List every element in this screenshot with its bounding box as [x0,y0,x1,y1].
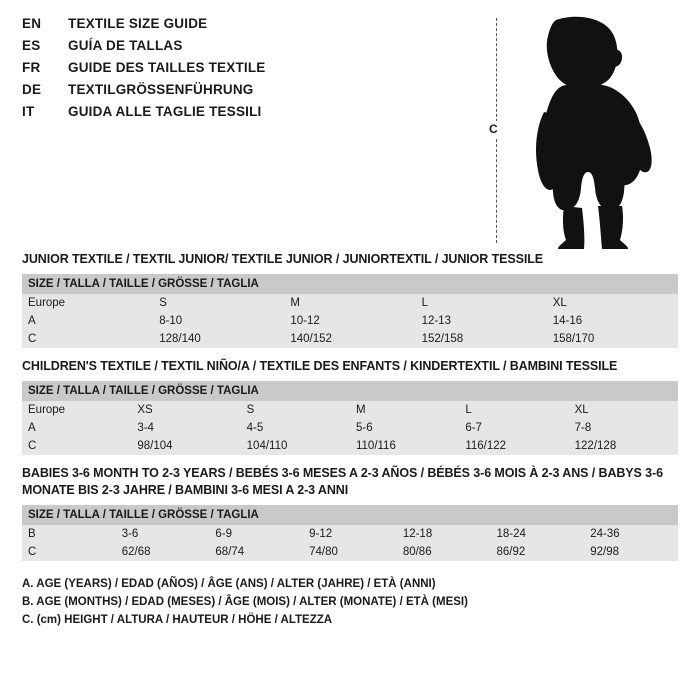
language-title: TEXTILE SIZE GUIDE [68,16,208,31]
language-row [22,104,266,126]
row-label: A [22,312,153,330]
section-title-junior: JUNIOR TEXTILE / TEXTIL JUNIOR/ TEXTILE JUNIOR / JUNIORTEXTIL / JUNIOR TESSILE [22,252,543,266]
language-row [22,60,266,82]
legend-line-b: B. AGE (MONTHS) / EDAD (MESES) / ÂGE (MOIS) / ALTER (MONATE) / ETÀ (MESI) [22,595,468,608]
language-title: TEXTILGRÖSSENFÜHRUNG [68,82,254,97]
language-title: GUIDA ALLE TAGLIE TESSILI [68,104,262,119]
column-header: Europe [22,401,131,419]
legend-line-a: A. AGE (YEARS) / EDAD (AÑOS) / ÂGE (ANS) / ALTER (JAHRE) / ETÀ (ANNI) [22,577,436,590]
language-row [22,16,266,38]
column-header: XL [569,401,678,419]
column-header: L [459,401,568,419]
cell: 18-24 [491,525,585,543]
table-header-label: SIZE / TALLA / TAILLE / GRÖSSE / TAGLIA [22,274,678,294]
cell: 3-4 [131,419,240,437]
column-header: S [241,401,350,419]
cell: 122/128 [569,437,678,455]
cell: 116/122 [459,437,568,455]
child-silhouette-icon [514,16,654,251]
height-measure-label: C [489,122,498,136]
language-code: IT [22,104,35,119]
table-header-row [22,381,678,401]
table-header-row [22,274,678,294]
table-row [22,543,678,561]
cell: 6-9 [209,525,303,543]
cell: 140/152 [284,330,415,348]
table-row [22,330,678,348]
table-header-label: SIZE / TALLA / TAILLE / GRÖSSE / TAGLIA [22,381,678,401]
cell: 24-36 [584,525,678,543]
cell: 128/140 [153,330,284,348]
language-code: FR [22,60,41,75]
cell: 110/116 [350,437,459,455]
cell: 7-8 [569,419,678,437]
table-row [22,525,678,543]
legend-line-c: C. (cm) HEIGHT / ALTURA / HAUTEUR / HÖHE / ALTEZZA [22,614,333,627]
cell: 98/104 [131,437,240,455]
table-header-label: SIZE / TALLA / TAILLE / GRÖSSE / TAGLIA [22,505,678,525]
cell: 104/110 [241,437,350,455]
language-row [22,38,266,60]
row-label: B [22,525,116,543]
cell: 3-6 [116,525,210,543]
row-label: C [22,543,116,561]
measurement-figure [488,16,668,251]
cell: 80/86 [397,543,491,561]
language-code: ES [22,38,41,53]
table-header-row [22,505,678,525]
column-header: M [350,401,459,419]
cell: 10-12 [284,312,415,330]
table-row [22,419,678,437]
size-table-junior [22,274,678,348]
cell: 6-7 [459,419,568,437]
section-title-babies: BABIES 3-6 MONTH TO 2-3 YEARS / BEBÉS 3-6 MESES A 2-3 AÑOS / BÉBÉS 3-6 MOIS À 2-3 ANS / BABYS 3-6 MONATE BIS 2-3 JAHRE / BAMBINI 3-6 MESI A 2-3 ANNI [22,465,663,497]
column-header: L [416,294,547,312]
row-label: C [22,330,153,348]
cell: 12-18 [397,525,491,543]
column-header: XL [547,294,678,312]
size-table-babies [22,505,678,561]
legend [22,575,678,630]
language-code: DE [22,82,42,97]
cell: 5-6 [350,419,459,437]
cell: 158/170 [547,330,678,348]
cell: 8-10 [153,312,284,330]
cell: 9-12 [303,525,397,543]
cell: 68/74 [209,543,303,561]
cell: 74/80 [303,543,397,561]
cell: 12-13 [416,312,547,330]
column-header: M [284,294,415,312]
language-title: GUÍA DE TALLAS [68,38,183,53]
row-label: C [22,437,131,455]
language-code: EN [22,16,42,31]
cell: 14-16 [547,312,678,330]
cell: 152/158 [416,330,547,348]
cell: 92/98 [584,543,678,561]
language-title: GUIDE DES TAILLES TEXTILE [68,60,266,75]
cell: 62/68 [116,543,210,561]
table-row [22,312,678,330]
column-header: S [153,294,284,312]
cell: 4-5 [241,419,350,437]
header [22,16,678,241]
table-column-row [22,294,678,312]
language-title-list [22,16,266,126]
table-row [22,437,678,455]
column-header: XS [131,401,240,419]
section-title-children: CHILDREN'S TEXTILE / TEXTIL NIÑO/A / TEXTILE DES ENFANTS / KINDERTEXTIL / BAMBINI TESSILE [22,358,618,373]
size-table-children [22,381,678,455]
cell: 86/92 [491,543,585,561]
column-header: Europe [22,294,153,312]
language-row [22,82,266,104]
row-label: A [22,419,131,437]
table-column-row [22,401,678,419]
